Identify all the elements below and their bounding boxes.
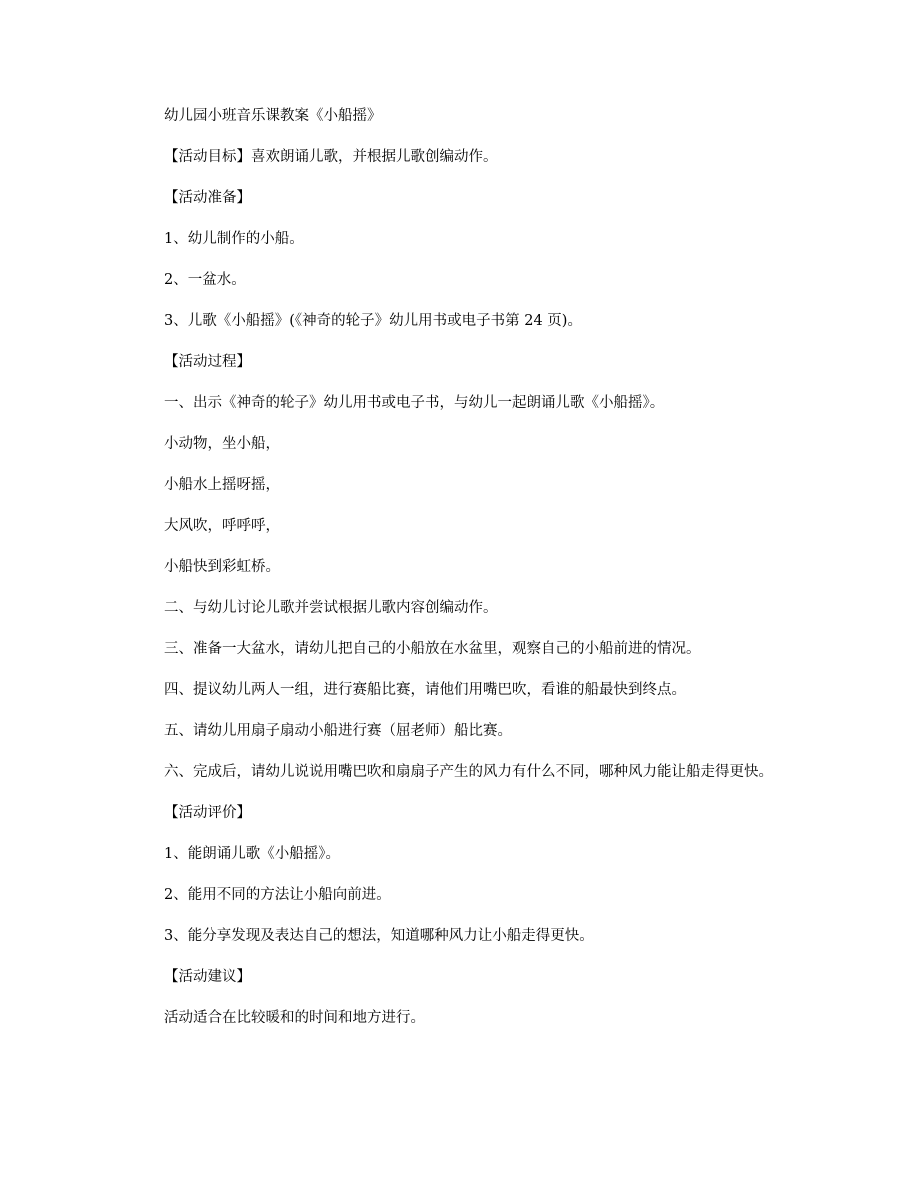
preparation-item: 3、儿歌《小船摇》(《神奇的轮子》幼儿用书或电子书第 24 页)。 xyxy=(164,313,582,329)
process-step: 二、与幼儿讨论儿歌并尝试根据儿歌内容创编动作。 xyxy=(164,600,498,616)
process-step: 一、出示《神奇的轮子》幼儿用书或电子书，与幼儿一起朗诵儿歌《小船摇》。 xyxy=(164,395,665,411)
process-step: 三、准备一大盆水，请幼儿把自己的小船放在水盆里，观察自己的小船前进的情况。 xyxy=(164,641,701,657)
preparation-item: 2、一盆水。 xyxy=(164,272,246,288)
process-step: 四、提议幼儿两人一组，进行赛船比赛，请他们用嘴巴吹，看谁的船最快到终点。 xyxy=(164,682,686,698)
rhyme-line: 小船水上摇呀摇， xyxy=(164,477,280,493)
rhyme-line: 小船快到彩虹桥。 xyxy=(164,559,280,575)
section-heading-preparation: 【活动准备】 xyxy=(164,190,251,206)
evaluation-item: 2、能用不同的方法让小船向前进。 xyxy=(164,887,391,903)
activity-goal: 【活动目标】喜欢朗诵儿歌，并根据儿歌创编动作。 xyxy=(164,149,498,165)
section-heading-suggestion: 【活动建议】 xyxy=(164,969,251,985)
rhyme-line: 小动物，坐小船， xyxy=(164,436,280,452)
process-step: 六、完成后，请幼儿说说用嘴巴吹和扇扇子产生的风力有什么不同，哪种风力能让船走得更快。 xyxy=(164,764,773,780)
evaluation-item: 3、能分享发现及表达自己的想法，知道哪种风力让小船走得更快。 xyxy=(164,928,594,944)
preparation-item: 1、幼儿制作的小船。 xyxy=(164,231,304,247)
document-title: 幼儿园小班音乐课教案《小船摇》 xyxy=(164,108,382,124)
evaluation-item: 1、能朗诵儿歌《小船摇》。 xyxy=(164,846,340,862)
suggestion-text: 活动适合在比较暖和的时间和地方进行。 xyxy=(164,1010,425,1026)
section-heading-evaluation: 【活动评价】 xyxy=(164,805,251,821)
document-body xyxy=(135,105,785,1048)
section-heading-process: 【活动过程】 xyxy=(164,354,251,370)
process-step: 五、请幼儿用扇子扇动小船进行赛（屈老师）船比赛。 xyxy=(164,723,512,739)
rhyme-line: 大风吹，呼呼呼， xyxy=(164,518,280,534)
